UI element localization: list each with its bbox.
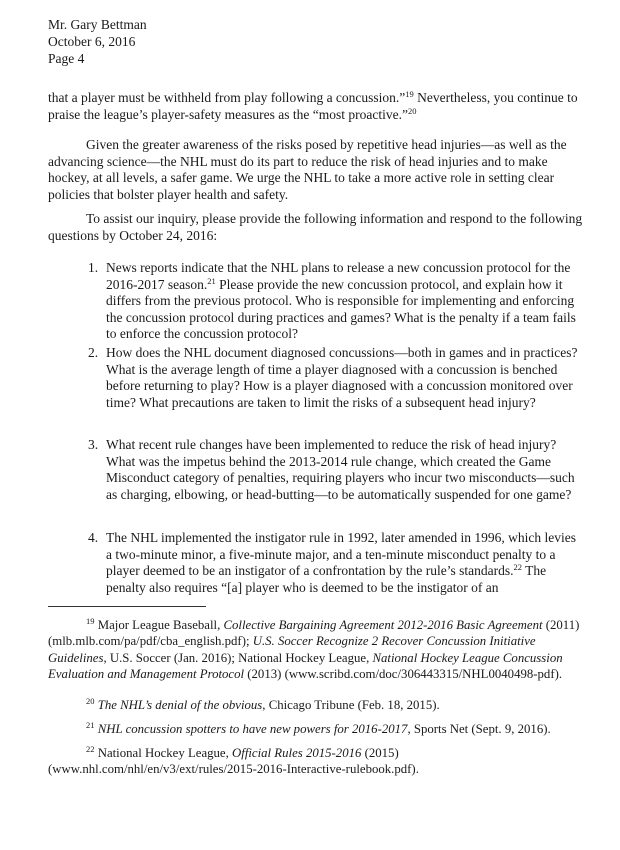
footnote-ref: 21 [207, 275, 216, 286]
list-number: 3. [88, 437, 99, 452]
letter-date: October 6, 2016 [48, 34, 136, 49]
footnote-ref: 20 [407, 105, 417, 116]
paragraph-text: that a player must be withheld from play following a concussion.” [48, 90, 406, 105]
footnote-21: $^{21}$ NHL concussion spotters to have new powers for 2016-2017, Sports Net (Sept. 9, 2016). [86, 720, 551, 736]
paragraph-text: To assist our inquiry, please provide the following information and respond to the following questions by October 24, 2016: [48, 211, 583, 243]
footnote-number: 19 [86, 616, 95, 626]
footnote-19: $^{19}$ Major League Baseball, Collective Bargaining Agreement 2012-2016 Basic Agreement (2011) (mlb.mlb.com/pa/pdf/cba_english.pdf); U.S. Soccer Recognize 2 Recover Concussion Initiative Guidelines, U.S. Soccer (Jan. 2016); National Hockey League, National Hockey League Concussion Evaluation and Management Protocol (2013) (www.scribd.com/doc/306443315/NHL0040498-pdf). [48, 616, 580, 682]
footnote-ref: 19 [405, 89, 414, 99]
list-item-text: News reports indicate that the NHL plans to release a new concussion protocol for the 2016-2017 season.$^{21}$ Please provide the new concussion protocol, and explain how it differs from the previous protocol. Who is responsible for implementing and enforcing the concussion protocol during practices and games? What is the penalty if a team fails to enforce the concussion protocol? [106, 260, 576, 342]
footnote-20: $^{20}$ The NHL’s denial of the obvious, Chicago Tribune (Feb. 18, 2015). [86, 696, 440, 712]
recipient-name: Mr. Gary Bettman [48, 17, 147, 32]
footnote-number: 21 [86, 720, 95, 730]
paragraph-text: Nevertheless, you continue to praise the league’s player-safety measures as the “most proactive.” [48, 90, 578, 122]
list-number: 4. [88, 530, 99, 545]
footnote-22: $^{22}$ National Hockey League, Official Rules 2015-2016 (2015) (www.nhl.com/nhl/en/v3/ext/rules/2015-2016-Interactive-rulebook.pdf). [48, 744, 419, 777]
paragraph-continuation [48, 90, 584, 123]
list-item-text: The NHL implemented the instigator rule in 1992, later amended in 1996, which levies a two-minute minor, a five-minute major, and a ten-minute misconduct penalty to a player deemed to be an instigator of a confrontation by the rule’s standards.$^{22}$ The penalty also requires “[a] player who is deemed to be the instigator of an [106, 530, 577, 595]
letter-header [48, 16, 147, 67]
footnote-number: 22 [86, 744, 95, 754]
paragraph-request [48, 211, 584, 244]
footnote-divider [48, 606, 206, 607]
footnote-ref: 22 [513, 562, 522, 573]
list-item-text: What recent rule changes have been implemented to reduce the risk of head injury? What was the impetus behind the 2013-2014 rule change, which created the Game Misconduct category of penalties, requiring players who incur two misconducts—such as charging, elbowing, or head-butting—to be automatically suspended for one game? [106, 437, 575, 502]
list-number: 2. [88, 345, 99, 360]
paragraph-urge [48, 137, 584, 203]
list-item-text: How does the NHL document diagnosed concussions—both in games and in practices? What is the average length of time a player diagnosed with a concussion is benched before returning to play? How is a player diagnosed with a concussion monitored over time? What precautions are taken to limit the risks of a subsequent head injury? [106, 345, 578, 410]
list-number: 1. [88, 260, 99, 275]
footnote-number: 20 [86, 696, 95, 706]
page-number: Page 4 [48, 51, 85, 66]
paragraph-text: Given the greater awareness of the risks posed by repetitive head injuries—as well as the advancing science—the NHL must do its part to reduce the risk of head injuries and to make hockey, at all levels, a safer game. We urge the NHL to take a more active role in setting clear policies that bolster player health and safety. [48, 137, 567, 202]
